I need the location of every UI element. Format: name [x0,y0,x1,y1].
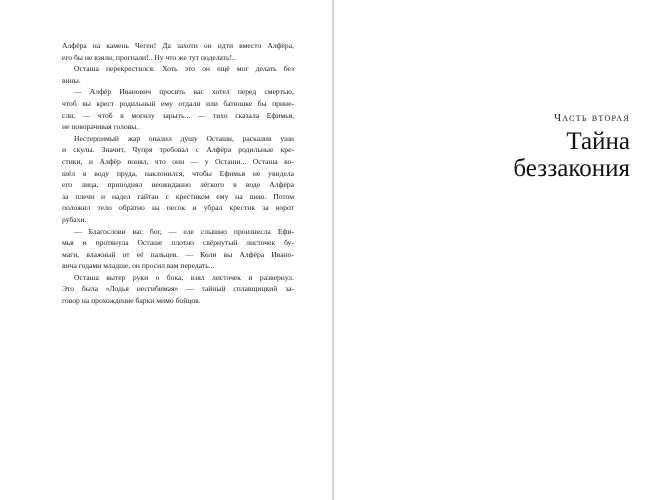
text-line: Осташа перекрестился. Хоть это он ещё мог делать без [74,64,294,74]
text-line: положил тело обратно на песок и убрал крестик за ворот [62,203,294,213]
text-line: стики, и Алфёр понял, что они — у Осташи... Осташа во- [62,156,294,166]
text-line: Алфёра на камень Чеген! Да захоти он идти вместо Алфёра, [62,41,294,50]
part-title [420,128,630,182]
text-line: — Благослови вас бог, — еле слышно произнесла Ефи- [74,226,294,236]
part-title-line: беззакония [513,155,630,182]
text-line: вины. [62,75,81,85]
text-line: шёл в воду пруда, наклонился, чтобы Ефимья не увидела [62,168,294,178]
text-line: за плечи и надел гайтан с крестиком ему на шею. Потом [62,191,294,201]
text-line: его лица, приподнял неожиданно лёгкого в воде Алфёра [62,180,294,190]
part-title-line: Тайна [566,128,630,155]
text-line: Это была «Лодья несгибимая» — тайный сплавщицкий за- [62,284,294,294]
text-line: сли, — чтоб в могилу зарыть... — тихо сказала Ефимья, [62,110,294,120]
text-line: вича годами младше, он просил вам передать... [62,261,215,271]
text-line: — Алфёр Иванович просить вас хотел перед смертью, [74,87,294,97]
text-line: маги, влажный от её пальцев. — Коли вы Алфёра Ивано- [62,249,294,259]
right-page [334,0,666,500]
text-line: чтоб вы крест родильный ему отдали или батюшке бы прине- [62,98,294,108]
text-line: говор на прохождение барки мимо бойцов. [62,296,201,306]
text-line: его бы не взяли, прогнали!.. Ну что же тут поделать!.. [62,52,236,62]
text-line: Осташа вытер руки о бока, взял листочек и развернул. [74,272,294,282]
text-line: не поворачивая головы. [62,122,139,132]
text-line: рубахи. [62,214,87,224]
part-label: Часть вторая [553,112,630,124]
text-line: Нестерпимый жар опалил душу Осташи, раскалив уши [74,133,294,143]
left-page [0,0,332,500]
text-line: мья и протянула Осташе плотно свёрнутый листочек бу- [62,238,294,248]
text-line: и скулы. Значит, Чупря требовал с Алфёра родильные кре- [62,145,294,155]
body-text [62,40,294,307]
